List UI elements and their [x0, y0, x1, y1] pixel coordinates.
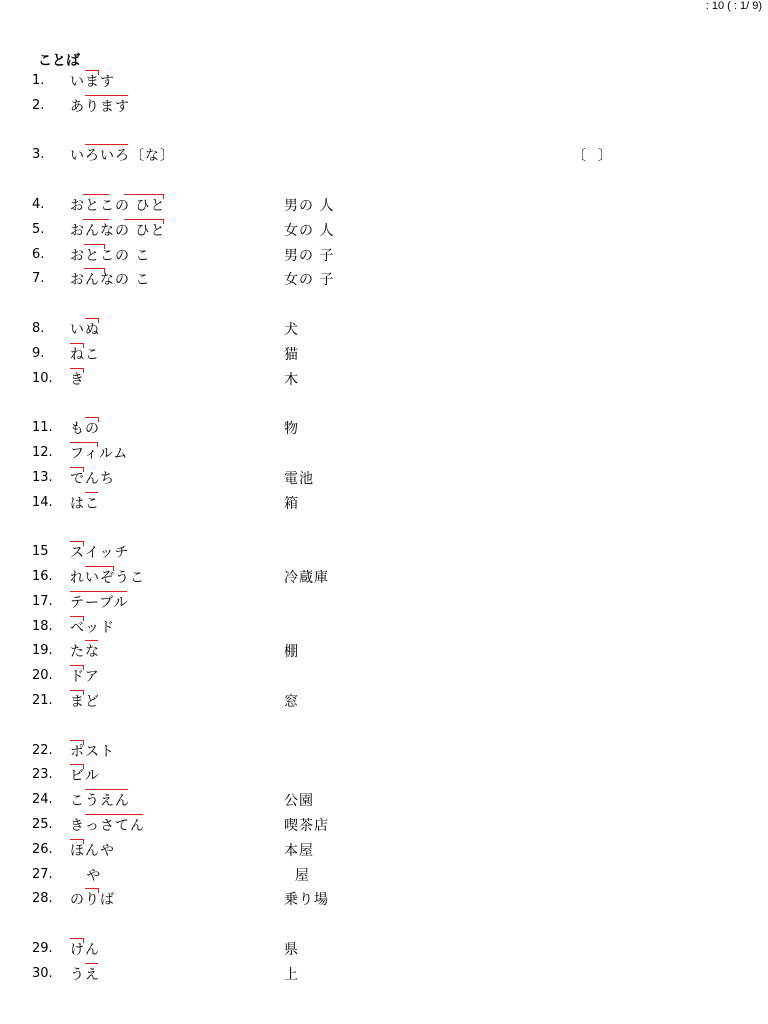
- item-number: 22.: [32, 742, 53, 758]
- vocab-row: [0, 442, 768, 467]
- pitch-accent-line: [70, 368, 84, 373]
- vocab-row: [0, 368, 768, 393]
- kanji-writing: 本屋: [284, 842, 314, 859]
- item-number: 24.: [32, 792, 53, 808]
- item-number: 13.: [32, 469, 53, 485]
- pitch-accent-line: [84, 244, 105, 249]
- vocab-row: [0, 864, 768, 889]
- item-number: 2.: [32, 97, 45, 113]
- pitch-accent-line: [84, 268, 105, 273]
- vocab-row: [0, 616, 768, 641]
- pitch-accent-line: [85, 144, 128, 149]
- item-number: 12.: [32, 444, 53, 460]
- kana-reading: ポスト: [70, 743, 115, 760]
- kanji-writing: 乗り場: [284, 892, 329, 909]
- vocab-row: [0, 268, 768, 293]
- kana-reading: はこ: [70, 495, 100, 512]
- kanji-writing: 猫: [284, 346, 299, 363]
- item-number: 30.: [32, 965, 53, 981]
- kana-reading: ビル: [70, 768, 100, 785]
- vocab-row: [0, 95, 768, 120]
- pitch-accent-line: [70, 690, 84, 695]
- pitch-accent-line: [70, 343, 84, 348]
- kana-reading: まど: [70, 693, 100, 710]
- item-number: 21.: [32, 692, 53, 708]
- pitch-accent-line: [124, 194, 164, 199]
- item-number: 16.: [32, 568, 53, 584]
- vocab-row: [0, 814, 768, 839]
- kana-reading: おとこの こ: [70, 247, 151, 264]
- pitch-accent-line: [124, 219, 164, 224]
- vocab-row: [0, 70, 768, 95]
- kana-reading: スイッチ: [70, 545, 130, 562]
- vocab-row: [0, 963, 768, 988]
- vocab-row: [0, 467, 768, 492]
- kana-reading: れいぞうこ: [70, 569, 145, 586]
- row-spacer: [0, 120, 768, 145]
- kana-reading: でんち: [70, 470, 115, 487]
- kanji-writing: 窓: [284, 693, 299, 710]
- vocab-row: [0, 144, 768, 169]
- vocab-row: [0, 740, 768, 765]
- kanji-writing: 上: [284, 966, 299, 983]
- item-number: 28.: [32, 891, 53, 907]
- vocab-row: [0, 640, 768, 665]
- item-number: 19.: [32, 643, 53, 659]
- kanji-writing: 冷蔵庫: [284, 569, 329, 586]
- item-number: 29.: [32, 940, 53, 956]
- item-number: 17.: [32, 593, 53, 609]
- blank-brackets: 〔 〕: [572, 148, 613, 165]
- kanji-writing: 喫茶店: [284, 817, 329, 834]
- item-number: 4.: [32, 196, 45, 212]
- item-number: 11.: [32, 420, 53, 436]
- item-number: 18.: [32, 618, 53, 634]
- pitch-accent-line: [85, 417, 99, 422]
- item-number: 20.: [32, 668, 53, 684]
- item-number: 9.: [32, 345, 45, 361]
- pitch-accent-line: [85, 640, 98, 645]
- kanji-writing: 棚: [284, 644, 299, 661]
- pitch-accent-line: [85, 789, 128, 794]
- pitch-accent-line: [70, 764, 84, 769]
- item-number: 8.: [32, 320, 45, 336]
- kana-reading: もの: [70, 421, 100, 438]
- kanji-writing: 男の 人: [284, 197, 335, 214]
- row-spacer: [0, 516, 768, 541]
- pitch-accent-line: [85, 95, 128, 100]
- kanji-writing: 箱: [284, 495, 299, 512]
- kanji-writing: 犬: [284, 321, 299, 338]
- kanji-writing: 物: [284, 421, 299, 438]
- kana-reading: のりば: [70, 892, 115, 909]
- vocab-row: [0, 591, 768, 616]
- kana-reading: こうえん: [70, 793, 130, 810]
- pitch-accent-line: [70, 938, 84, 943]
- vocab-row: [0, 764, 768, 789]
- vocab-row: [0, 566, 768, 591]
- pitch-accent-line: [85, 318, 99, 323]
- kanji-writing: 女の 人: [284, 222, 335, 239]
- kanji-writing: 女の 子: [284, 272, 335, 289]
- vocab-row: [0, 492, 768, 517]
- vocab-row: [0, 789, 768, 814]
- pitch-accent-line: [70, 665, 84, 670]
- vocab-row: [0, 888, 768, 913]
- kana-reading: いぬ: [70, 321, 100, 338]
- vocab-row: [0, 194, 768, 219]
- item-number: 3.: [32, 147, 45, 163]
- kanji-writing: 公園: [284, 793, 314, 810]
- pitch-accent-line: [70, 740, 84, 745]
- kana-reading: おんなの ひと: [70, 222, 166, 239]
- vocab-row: [0, 417, 768, 442]
- item-number: 7.: [32, 271, 45, 287]
- page-header: : 10 ( : 1/ 9): [705, 0, 762, 12]
- kana-reading: うえ: [70, 966, 100, 983]
- item-number: 27.: [32, 866, 53, 882]
- item-number: 23.: [32, 767, 53, 783]
- kana-reading: たな: [70, 644, 100, 661]
- vocabulary-list: [0, 70, 768, 987]
- row-spacer: [0, 913, 768, 938]
- row-spacer: [0, 169, 768, 194]
- item-number: 1.: [32, 73, 45, 88]
- pitch-accent-line: [70, 839, 84, 844]
- vocab-row: [0, 219, 768, 244]
- pitch-accent-line: [70, 442, 98, 447]
- kana-reading: ねこ: [70, 346, 100, 363]
- vocab-row: [0, 839, 768, 864]
- item-number: 25.: [32, 816, 53, 832]
- row-spacer: [0, 293, 768, 318]
- item-number: 6.: [32, 246, 45, 262]
- kana-reading: いろいろ〔な〕: [70, 148, 175, 165]
- pitch-accent-line: [83, 194, 109, 199]
- kana-reading: ベッド: [70, 619, 115, 636]
- kanji-writing: 屋: [284, 867, 310, 884]
- kana-reading: き: [70, 371, 85, 388]
- kanji-writing: 男の 子: [284, 247, 335, 264]
- kanji-writing: 県: [284, 941, 299, 958]
- pitch-accent-line: [70, 616, 84, 621]
- section-title: ことば: [38, 53, 80, 69]
- pitch-accent-line: [85, 492, 98, 497]
- row-spacer: [0, 392, 768, 417]
- kanji-writing: 電池: [284, 470, 314, 487]
- pitch-accent-line: [85, 566, 114, 571]
- kana-reading: おとこの ひと: [70, 197, 166, 214]
- kana-reading: ドア: [70, 669, 100, 686]
- kanji-writing: 木: [284, 371, 299, 388]
- kana-reading: おんなの こ: [70, 272, 151, 289]
- vocab-row: [0, 541, 768, 566]
- pitch-accent-line: [70, 591, 127, 596]
- pitch-accent-line: [85, 963, 98, 968]
- item-number: 10.: [32, 370, 53, 386]
- kana-reading: あります: [70, 98, 130, 115]
- pitch-accent-line: [85, 814, 143, 819]
- pitch-accent-line: [83, 219, 109, 224]
- pitch-accent-line: [85, 70, 99, 75]
- vocab-row: [0, 938, 768, 963]
- item-number: 26.: [32, 841, 53, 857]
- item-number: 14.: [32, 494, 53, 510]
- item-number: 5.: [32, 221, 45, 237]
- pitch-accent-line: [70, 541, 84, 546]
- vocab-row: [0, 244, 768, 269]
- kana-reading: けん: [70, 941, 100, 958]
- vocab-row: [0, 343, 768, 368]
- vocab-row: [0, 690, 768, 715]
- kana-reading: います: [70, 74, 115, 90]
- kana-reading: きっさてん: [70, 817, 145, 834]
- kana-reading: テーブル: [70, 594, 129, 611]
- row-spacer: [0, 715, 768, 740]
- pitch-accent-line: [70, 467, 84, 472]
- kana-reading: ほんや: [70, 842, 115, 859]
- pitch-accent-line: [85, 888, 99, 893]
- vocab-row: [0, 665, 768, 690]
- item-number: 15: [32, 544, 49, 560]
- vocab-row: [0, 318, 768, 343]
- kana-reading: フィルム: [70, 445, 129, 462]
- kana-reading: や: [70, 867, 102, 884]
